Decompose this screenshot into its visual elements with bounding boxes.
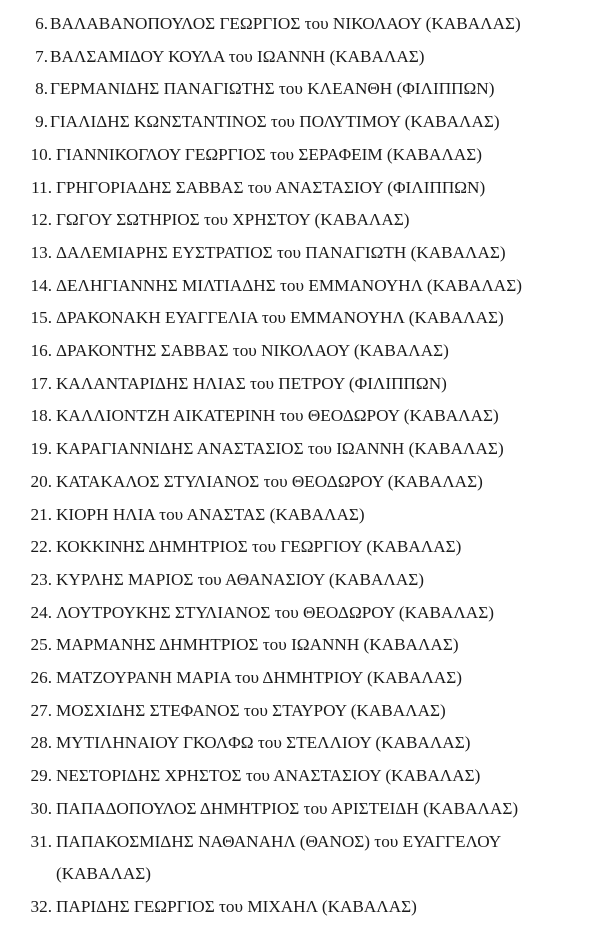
item-text: ΚΑΤΑΚΑΛΟΣ ΣΤΥΛΙΑΝΟΣ του ΘΕΟΔΩΡΟΥ (ΚΑΒΑΛΑΣ): [56, 471, 483, 491]
list-item: [0, 760, 607, 793]
item-text: ΠΑΠΑΔΟΠΟΥΛΟΣ ΔΗΜΗΤΡΙΟΣ του ΑΡΙΣΤΕΙΔΗ (ΚΑΒΑΛΑΣ): [56, 798, 519, 818]
list-item: [0, 8, 607, 41]
item-number: 27.: [30, 700, 52, 720]
list-item: [0, 499, 607, 532]
list-item: [0, 597, 607, 630]
item-text: ΔΡΑΚΟΝΑΚΗ ΕΥΑΓΓΕΛΙΑ του ΕΜΜΑΝΟΥΗΛ (ΚΑΒΑΛΑΣ): [56, 308, 504, 328]
item-number: 12.: [30, 210, 52, 230]
list-item: [0, 302, 607, 335]
list-item: [0, 662, 607, 695]
list-item: [0, 564, 607, 597]
item-text: ΚΑΛΛΙΟΝΤΖΗ ΑΙΚΑΤΕΡΙΝΗ του ΘΕΟΔΩΡΟΥ (ΚΑΒΑΛΑΣ): [56, 406, 499, 426]
item-number: 15.: [30, 308, 52, 328]
list-item-continuation: [0, 858, 607, 891]
item-number: 9.: [35, 112, 48, 132]
list-item: [0, 172, 607, 205]
item-text: ΓΡΗΓΟΡΙΑΔΗΣ ΣΑΒΒΑΣ του ΑΝΑΣΤΑΣΙΟΥ (ΦΙΛΙΠΠΩΝ): [56, 177, 486, 197]
list-item: [0, 73, 607, 106]
item-number: 10.: [30, 144, 52, 164]
item-text: ΚΑΛΑΝΤΑΡΙΔΗΣ ΗΛΙΑΣ του ΠΕΤΡΟΥ (ΦΙΛΙΠΠΩΝ): [56, 373, 447, 393]
item-text: ΜΥΤΙΛΗΝΑΙΟΥ ΓΚΟΛΦΩ του ΣΤΕΛΛΙΟΥ (ΚΑΒΑΛΑΣ): [56, 733, 471, 753]
item-text: ΠΑΠΑΚΟΣΜΙΔΗΣ ΝΑΘΑΝΑΗΛ (ΘΑΝΟΣ) του ΕΥΑΓΓΕΛΟΥ: [56, 831, 502, 851]
list-item: [0, 793, 607, 826]
item-text: ΚΟΚΚΙΝΗΣ ΔΗΜΗΤΡΙΟΣ του ΓΕΩΡΓΙΟΥ (ΚΑΒΑΛΑΣ): [56, 537, 462, 557]
item-text: ΓΕΡΜΑΝΙΔΗΣ ΠΑΝΑΓΙΩΤΗΣ του ΚΛΕΑΝΘΗ (ΦΙΛΙΠΠΩΝ): [50, 79, 495, 99]
item-text: ΚΑΡΑΓΙΑΝΝΙΔΗΣ ΑΝΑΣΤΑΣΙΟΣ του ΙΩΑΝΝΗ (ΚΑΒΑΛΑΣ): [56, 439, 504, 459]
numbered-name-list: [0, 8, 607, 924]
list-item: [0, 41, 607, 74]
item-number: 18.: [30, 406, 52, 426]
item-text: ΠΑΡΙΔΗΣ ΓΕΩΡΓΙΟΣ του ΜΙΧΑΗΛ (ΚΑΒΑΛΑΣ): [56, 896, 417, 916]
list-item: [0, 531, 607, 564]
item-number: 21.: [30, 504, 52, 524]
item-number: 23.: [30, 569, 52, 589]
item-number: 8.: [35, 79, 48, 99]
item-number: 25.: [30, 635, 52, 655]
list-item: [0, 826, 607, 859]
item-text: ΓΙΑΝΝΙΚΟΓΛΟΥ ΓΕΩΡΓΙΟΣ του ΣΕΡΑΦΕΙΜ (ΚΑΒΑΛΑΣ): [56, 144, 482, 164]
item-number: 26.: [30, 668, 52, 688]
item-text: ΝΕΣΤΟΡΙΔΗΣ ΧΡΗΣΤΟΣ του ΑΝΑΣΤΑΣΙΟΥ (ΚΑΒΑΛΑΣ): [56, 766, 481, 786]
list-item: [0, 139, 607, 172]
list-item: [0, 270, 607, 303]
item-number: 11.: [31, 177, 52, 197]
item-number: 32.: [30, 896, 52, 916]
item-number: 17.: [30, 373, 52, 393]
item-text-continuation: (ΚΑΒΑΛΑΣ): [56, 864, 152, 884]
item-text: ΔΡΑΚΟΝΤΗΣ ΣΑΒΒΑΣ του ΝΙΚΟΛΑΟΥ (ΚΑΒΑΛΑΣ): [56, 341, 449, 361]
list-item: [0, 466, 607, 499]
item-number: 31.: [30, 831, 52, 851]
item-text: ΜΑΡΜΑΝΗΣ ΔΗΜΗΤΡΙΟΣ του ΙΩΑΝΝΗ (ΚΑΒΑΛΑΣ): [56, 635, 459, 655]
list-item: [0, 433, 607, 466]
item-text: ΔΑΛΕΜΙΑΡΗΣ ΕΥΣΤΡΑΤΙΟΣ του ΠΑΝΑΓΙΩΤΗ (ΚΑΒΑΛΑΣ): [56, 242, 506, 262]
item-number: 22.: [30, 537, 52, 557]
item-text: ΓΙΑΛΙΔΗΣ ΚΩΝΣΤΑΝΤΙΝΟΣ του ΠΟΛΥΤΙΜΟΥ (ΚΑΒΑΛΑΣ): [50, 112, 500, 132]
item-text: ΚΙΟΡΗ ΗΛΙΑ του ΑΝΑΣΤΑΣ (ΚΑΒΑΛΑΣ): [56, 504, 365, 524]
item-number: 20.: [30, 471, 52, 491]
list-item: [0, 400, 607, 433]
item-number: 14.: [30, 275, 52, 295]
item-number: 7.: [35, 46, 48, 66]
list-item: [0, 629, 607, 662]
item-text: ΜΑΤΖΟΥΡΑΝΗ ΜΑΡΙΑ του ΔΗΜΗΤΡΙΟΥ (ΚΑΒΑΛΑΣ): [56, 668, 462, 688]
list-item: [0, 106, 607, 139]
item-text: ΒΑΛΑΒΑΝΟΠΟΥΛΟΣ ΓΕΩΡΓΙΟΣ του ΝΙΚΟΛΑΟΥ (ΚΑΒΑΛΑΣ): [50, 14, 521, 33]
item-text: ΒΑΛΣΑΜΙΔΟΥ ΚΟΥΛΑ του ΙΩΑΝΝΗ (ΚΑΒΑΛΑΣ): [50, 46, 425, 66]
list-item: [0, 891, 607, 924]
item-number: 28.: [30, 733, 52, 753]
item-number: 16.: [30, 341, 52, 361]
item-text: ΔΕΛΗΓΙΑΝΝΗΣ ΜΙΛΤΙΑΔΗΣ του ΕΜΜΑΝΟΥΗΛ (ΚΑΒΑΛΑΣ): [56, 275, 522, 295]
list-item: [0, 695, 607, 728]
list-item: [0, 335, 607, 368]
item-number: 24.: [30, 602, 52, 622]
item-number: 6.: [35, 14, 48, 33]
item-text: ΓΩΓΟΥ ΣΩΤΗΡΙΟΣ του ΧΡΗΣΤΟΥ (ΚΑΒΑΛΑΣ): [56, 210, 410, 230]
list-item: [0, 204, 607, 237]
list-item: [0, 368, 607, 401]
item-number: 19.: [30, 439, 52, 459]
item-number: 13.: [30, 242, 52, 262]
item-number: 29.: [30, 766, 52, 786]
list-item: [0, 727, 607, 760]
item-number: 30.: [30, 798, 52, 818]
list-item: [0, 237, 607, 270]
item-text: ΚΥΡΛΗΣ ΜΑΡΙΟΣ του ΑΘΑΝΑΣΙΟΥ (ΚΑΒΑΛΑΣ): [56, 569, 424, 589]
item-text: ΛΟΥΤΡΟΥΚΗΣ ΣΤΥΛΙΑΝΟΣ του ΘΕΟΔΩΡΟΥ (ΚΑΒΑΛΑΣ): [56, 602, 494, 622]
item-text: ΜΟΣΧΙΔΗΣ ΣΤΕΦΑΝΟΣ του ΣΤΑΥΡΟΥ (ΚΑΒΑΛΑΣ): [56, 700, 446, 720]
